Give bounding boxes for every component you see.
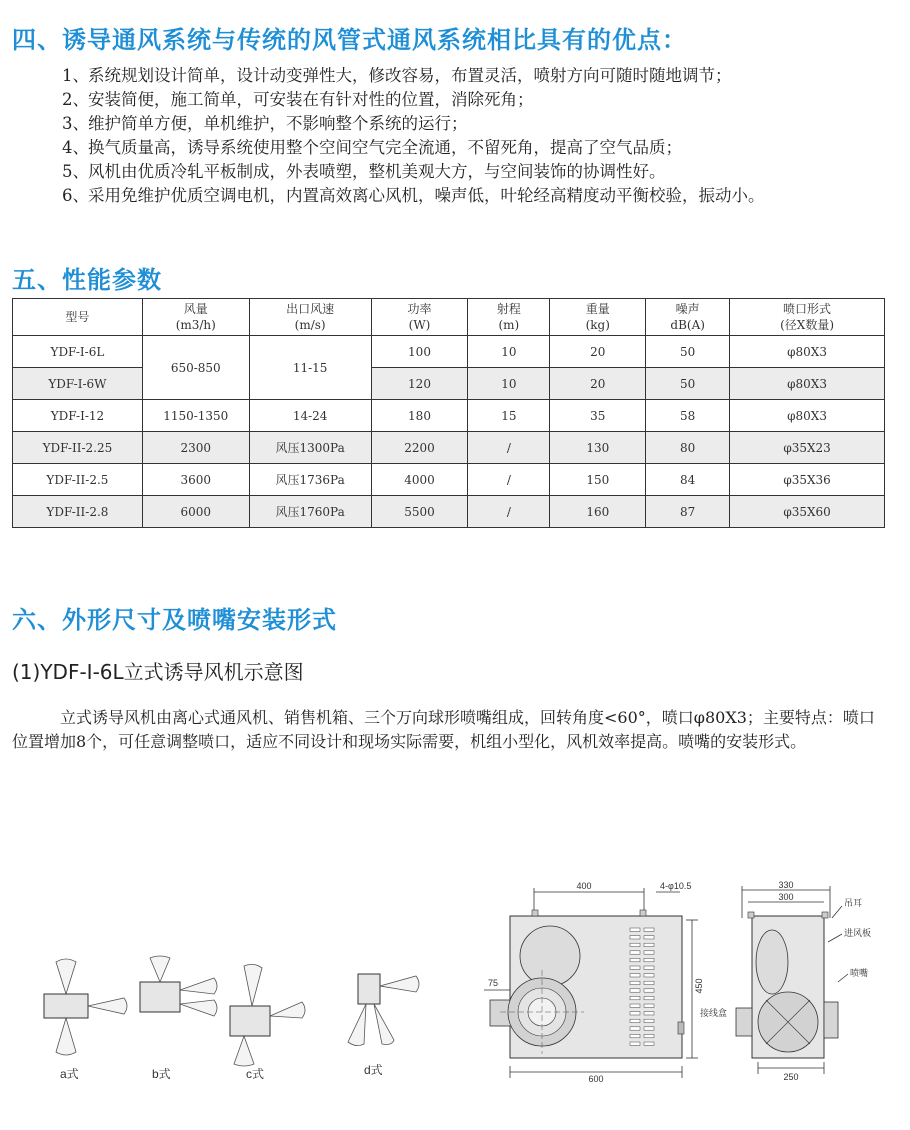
table-cell-range: 10 [468, 368, 550, 400]
form-a-label: a式 [60, 1067, 79, 1081]
section6-heading: 六、外形尺寸及喷嘴安装形式 [12, 606, 337, 634]
list-item [62, 160, 892, 184]
table-cell-velocity: 风压1760Pa [249, 496, 371, 528]
table-cell-model: YDF-II-2.25 [13, 432, 143, 464]
list-item [62, 184, 892, 208]
svg-text:250: 250 [783, 1072, 799, 1082]
table-header-cell [730, 299, 885, 336]
table-cell-range: / [468, 432, 550, 464]
vent-slot [644, 1019, 654, 1022]
vent-slot [644, 981, 654, 984]
list-item-number: 1、 [62, 66, 89, 85]
table-row [13, 432, 885, 464]
vent-slot [644, 1012, 654, 1015]
table-header-cell [646, 299, 730, 336]
vent-slot [644, 1034, 654, 1037]
advantages-list [62, 64, 892, 208]
diagram-subtitle: (1)YDF-Ⅰ-6L立式诱导风机示意图 [12, 660, 304, 684]
vent-slot [644, 958, 654, 961]
svg-text:75: 75 [488, 978, 499, 988]
vent-slot [630, 989, 640, 992]
svg-text:喷嘴: 喷嘴 [850, 968, 869, 978]
description-paragraph: 立式诱导风机由离心式通风机、销售机箱、三个万向球形喷嘴组成，回转角度<60°，喷口φ80X3；主要特点：喷口位置增加8个，可任意调整喷口，适应不同设计和现场实际需要，机组小型化，风机效率提高。喷嘴的安装形式。 [12, 708, 875, 751]
list-item-number: 6、 [62, 186, 89, 205]
vent-slot [644, 1042, 654, 1045]
vent-slot [630, 943, 640, 946]
vent-slot [644, 951, 654, 954]
table-cell-velocity: 14-24 [249, 400, 371, 432]
table-cell-noise: 50 [646, 368, 730, 400]
svg-text:400: 400 [576, 881, 592, 891]
section5-heading: 五、性能参数 [12, 266, 162, 294]
svg-text:4-φ10.5: 4-φ10.5 [660, 881, 692, 891]
table-cell-power: 4000 [371, 464, 468, 496]
header-label: 风量 [183, 302, 208, 316]
table-header-cell [249, 299, 371, 336]
table-cell-noise: 87 [646, 496, 730, 528]
header-label: 喷口形式 [783, 302, 832, 316]
form-c-drawing [230, 964, 305, 1066]
list-item-text: 采用免维护优质空调电机，内置高效离心风机，噪声低，叶轮经高精度动平衡校验，振动小。 [88, 186, 765, 205]
table-cell-noise: 58 [646, 400, 730, 432]
header-label: 重量 [585, 302, 610, 316]
list-item [62, 112, 892, 136]
vent-slot [630, 1034, 640, 1037]
list-item-text: 风机由优质冷轧平板制成，外表喷塑，整机美观大方，与空间装饰的协调性好。 [88, 162, 666, 181]
table-header-cell [142, 299, 249, 336]
vent-slot [644, 989, 654, 992]
table-cell-velocity: 风压1736Pa [249, 464, 371, 496]
list-item-text: 安装简便，施工简单，可安装在有针对性的位置，消除死角； [88, 90, 534, 109]
list-item-number: 2、 [62, 90, 89, 109]
table-cell-nozzle: φ80X3 [730, 368, 885, 400]
list-item-number: 3、 [62, 114, 89, 133]
table-cell-velocity: 11-15 [249, 336, 371, 400]
header-label: 出口风速 [286, 302, 335, 316]
header-unit: dB(A) [670, 318, 705, 332]
table-row [13, 336, 885, 368]
vent-slot [644, 966, 654, 969]
header-unit: (m) [498, 318, 520, 332]
vent-slot [630, 1019, 640, 1022]
table-cell-weight: 35 [550, 400, 646, 432]
upper-fan-circle [520, 926, 580, 986]
form-d-label: d式 [364, 1063, 383, 1077]
form-b-drawing [140, 956, 217, 1016]
header-unit: (W) [408, 318, 431, 332]
table-header-cell [468, 299, 550, 336]
vent-slot [644, 974, 654, 977]
table-cell-power: 100 [371, 336, 468, 368]
svg-text:450: 450 [694, 978, 704, 994]
table-header-cell [13, 299, 143, 336]
svg-text:吊耳: 吊耳 [844, 898, 863, 908]
vent-slot [644, 928, 654, 931]
vent-slot [644, 936, 654, 939]
table-cell-power: 120 [371, 368, 468, 400]
table-cell-range: 15 [468, 400, 550, 432]
list-item-text: 维护简单方便，单机维护，不影响整个系统的运行； [88, 114, 468, 133]
table-cell-weight: 20 [550, 336, 646, 368]
svg-text:进风板: 进风板 [844, 928, 872, 938]
vent-slot [630, 936, 640, 939]
table-cell-range: / [468, 464, 550, 496]
table-cell-nozzle: φ35X23 [730, 432, 885, 464]
list-item-text: 换气质量高，诱导系统使用整个空间空气完全流通，不留死角，提高了空气品质； [88, 138, 682, 157]
table-cell-velocity: 风压1300Pa [249, 432, 371, 464]
vent-slot [630, 1012, 640, 1015]
svg-text:600: 600 [588, 1074, 604, 1084]
section4-heading: 四、诱导通风系统与传统的风管式通风系统相比具有的优点： [12, 26, 687, 54]
vent-slot [644, 1004, 654, 1007]
table-cell-model: YDF-II-2.8 [13, 496, 143, 528]
table-cell-weight: 150 [550, 464, 646, 496]
table-cell-nozzle: φ35X36 [730, 464, 885, 496]
table-cell-model: YDF-I-6W [13, 368, 143, 400]
table-cell-airflow: 3600 [142, 464, 249, 496]
table-header-cell [550, 299, 646, 336]
table-row [13, 464, 885, 496]
table-cell-noise: 80 [646, 432, 730, 464]
list-item-number: 4、 [62, 138, 89, 157]
vent-slot [630, 1027, 640, 1030]
table-cell-power: 5500 [371, 496, 468, 528]
table-cell-nozzle: φ80X3 [730, 336, 885, 368]
vent-slot [644, 1027, 654, 1030]
header-unit: (m/s) [294, 318, 326, 332]
table-cell-noise: 50 [646, 336, 730, 368]
header-unit: (径X数量) [780, 318, 835, 332]
table-row [13, 496, 885, 528]
nozzle-install-forms [30, 960, 450, 1090]
vent-slot [630, 996, 640, 999]
front-view-drawing [470, 881, 728, 1084]
header-unit: (m3/h) [175, 318, 216, 332]
vent-slot [630, 1004, 640, 1007]
svg-text:330: 330 [778, 880, 794, 890]
vent-slot [630, 974, 640, 977]
list-item-number: 5、 [62, 162, 89, 181]
form-c-label: c式 [246, 1067, 265, 1081]
table-cell-model: YDF-II-2.5 [13, 464, 143, 496]
table-cell-power: 2200 [371, 432, 468, 464]
table-header-row [13, 299, 885, 336]
svg-text:接线盒: 接线盒 [700, 1008, 728, 1018]
table-cell-airflow: 6000 [142, 496, 249, 528]
header-label: 功率 [407, 302, 432, 316]
table-cell-weight: 20 [550, 368, 646, 400]
vent-slot [630, 1042, 640, 1045]
table-cell-nozzle: φ80X3 [730, 400, 885, 432]
svg-text:300: 300 [778, 892, 794, 902]
list-item [62, 136, 892, 160]
list-item [62, 88, 892, 112]
table-header-cell [371, 299, 468, 336]
vent-slot [644, 996, 654, 999]
vent-slot [644, 943, 654, 946]
form-d-drawing [348, 974, 419, 1046]
table-cell-range: / [468, 496, 550, 528]
list-item [62, 64, 892, 88]
vent-slot [630, 966, 640, 969]
vent-slot [630, 928, 640, 931]
form-a-drawing [44, 959, 127, 1055]
vent-slot [630, 951, 640, 954]
table-cell-airflow: 1150-1350 [142, 400, 249, 432]
vent-slot [630, 958, 640, 961]
table-cell-weight: 130 [550, 432, 646, 464]
header-label: 射程 [496, 302, 521, 316]
table-cell-range: 10 [468, 336, 550, 368]
form-b-label: b式 [152, 1067, 171, 1081]
table-cell-weight: 160 [550, 496, 646, 528]
header-label: 型号 [65, 310, 90, 324]
side-view-drawing [728, 882, 898, 1082]
table-cell-noise: 84 [646, 464, 730, 496]
table-cell-airflow: 650-850 [142, 336, 249, 400]
header-unit: (kg) [585, 318, 610, 332]
header-label: 噪声 [675, 302, 700, 316]
table-cell-airflow: 2300 [142, 432, 249, 464]
table-cell-model: YDF-I-6L [13, 336, 143, 368]
list-item-text: 系统规划设计简单，设计动变弹性大，修改容易，布置灵活，喷射方向可随时随地调节； [88, 66, 732, 85]
table-cell-power: 180 [371, 400, 468, 432]
table-cell-nozzle: φ35X60 [730, 496, 885, 528]
table-row [13, 400, 885, 432]
vent-slot [630, 981, 640, 984]
table-cell-model: YDF-I-12 [13, 400, 143, 432]
performance-table [12, 298, 885, 528]
